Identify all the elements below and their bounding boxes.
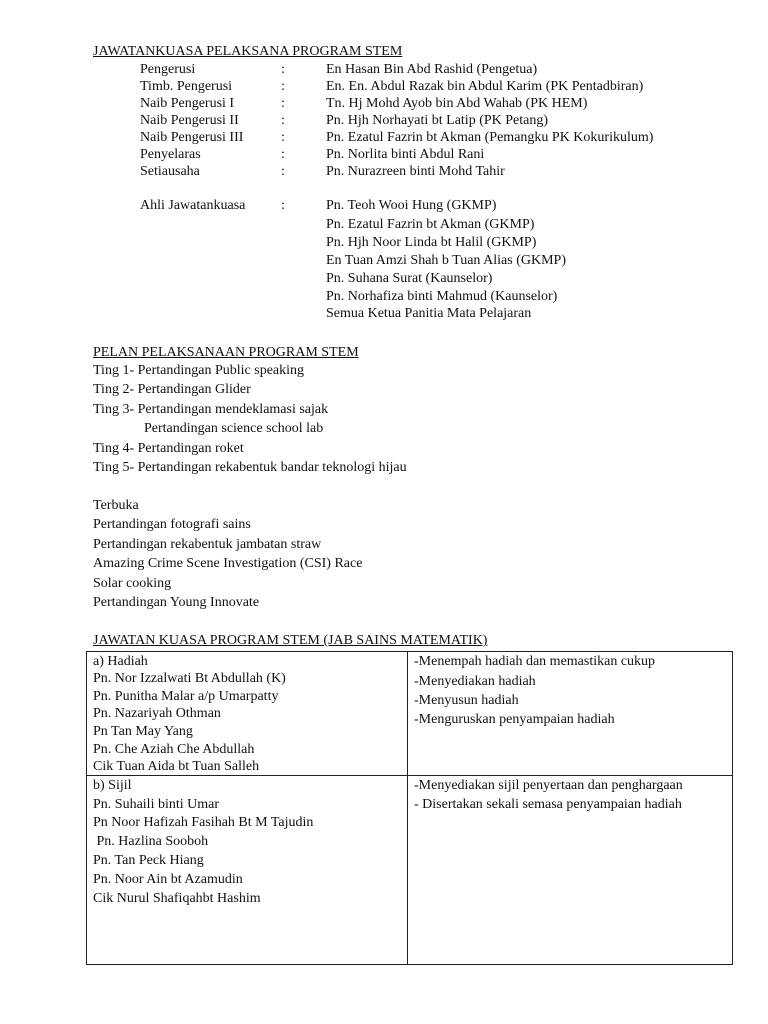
cell-line: -Menempah hadiah dan memastikan cukup: [414, 654, 656, 669]
plan-item: Ting 5- Pertandingan rekabentuk bandar teknologi hijau: [93, 459, 407, 475]
committee-table: [86, 651, 733, 965]
committee-name: Pn. Norlita binti Abdul Rani: [326, 147, 485, 162]
ahli-colon: :: [281, 198, 285, 213]
committee-colon: :: [281, 130, 285, 145]
ahli-member: Pn. Teoh Wooi Hung (GKMP): [326, 198, 497, 213]
table-cell-tasks: [408, 652, 733, 776]
cell-line: Pn Tan May Yang: [93, 724, 193, 739]
cell-line: Pn. Nor Izzalwati Bt Abdullah (K): [93, 671, 286, 686]
cell-line: Pn. Nazariyah Othman: [93, 706, 221, 721]
committee-name: Pn. Ezatul Fazrin bt Akman (Pemangku PK Kokurikulum): [326, 130, 654, 145]
committee-name: Pn. Hjh Norhayati bt Latip (PK Petang): [326, 113, 549, 128]
table-cell-members: [87, 652, 408, 776]
plan-item: Ting 1- Pertandingan Public speaking: [93, 363, 305, 378]
cell-line: Pn Noor Hafizah Fasihah Bt M Tajudin: [93, 815, 314, 830]
committee-role: Naib Pengerusi III: [140, 130, 244, 145]
cell-line: a) Hadiah: [93, 654, 148, 669]
cell-line: -Menyediakan hadiah: [414, 674, 536, 689]
cell-line: b) Sijil: [93, 778, 132, 793]
committee-colon: :: [281, 113, 285, 128]
committee-colon: :: [281, 147, 285, 162]
committee-role: Penyelaras: [140, 147, 201, 162]
ahli-member: Semua Ketua Panitia Mata Pelajaran: [326, 306, 532, 321]
plan-item: Ting 2- Pertandingan Glider: [93, 382, 251, 398]
cell-line: Pn. Hazlina Sooboh: [93, 834, 209, 849]
table-row: [87, 652, 733, 776]
plan-heading: PELAN PELAKSANAAN PROGRAM STEM: [93, 345, 359, 360]
open-item: Pertandingan rekabentuk jambatan straw: [93, 536, 322, 552]
plan-item: Ting 3- Pertandingan mendeklamasi sajak: [93, 401, 329, 417]
cell-line: Pn. Suhaili binti Umar: [93, 797, 219, 812]
cell-line: - Disertakan sekali semasa penyampaian hadiah: [414, 797, 682, 812]
committee-colon: :: [281, 96, 285, 111]
open-item: Pertandingan Young Innovate: [93, 594, 260, 610]
ahli-member: Pn. Ezatul Fazrin bt Akman (GKMP): [326, 217, 535, 232]
committee-name: Pn. Nurazreen binti Mohd Tahir: [326, 164, 505, 179]
cell-line: Cik Tuan Aida bt Tuan Salleh: [93, 759, 260, 774]
committee-colon: :: [281, 62, 285, 77]
committee-heading: JAWATANKUASA PELAKSANA PROGRAM STEM: [93, 44, 403, 59]
ahli-member: Pn. Suhana Surat (Kaunselor): [326, 271, 493, 286]
table-cell-tasks: [408, 776, 733, 965]
plan-list: [93, 361, 407, 477]
committee-name: En. En. Abdul Razak bin Abdul Karim (PK Pentadbiran): [326, 79, 644, 94]
committee-colon: :: [281, 164, 285, 179]
cell-line: Pn. Tan Peck Hiang: [93, 853, 204, 868]
committee-role: Timb. Pengerusi: [140, 79, 233, 94]
table-cell-members: [87, 776, 408, 965]
cell-line: Cik Nurul Shafiqahbt Hashim: [93, 891, 261, 906]
committee-colon: :: [281, 79, 285, 94]
ahli-member: Pn. Norhafiza binti Mahmud (Kaunselor): [326, 289, 558, 304]
open-item: Pertandingan fotografi sains: [93, 517, 251, 533]
open-item: Amazing Crime Scene Investigation (CSI) Race: [93, 556, 363, 572]
plan-item: Ting 4- Pertandingan roket: [93, 440, 244, 456]
plan-item: Pertandingan science school lab: [144, 421, 324, 437]
committee-role: Naib Pengerusi I: [140, 96, 235, 111]
ahli-member: En Tuan Amzi Shah b Tuan Alias (GKMP): [326, 253, 566, 268]
table-row: [87, 776, 733, 965]
table-heading: JAWATAN KUASA PROGRAM STEM (JAB SAINS MATEMATIK): [93, 633, 488, 648]
cell-line: Pn. Punitha Malar a/p Umarpatty: [93, 689, 279, 704]
cell-line: Pn. Che Aziah Che Abdullah: [93, 742, 255, 757]
cell-line: -Menguruskan penyampaian hadiah: [414, 712, 615, 727]
cell-line: Pn. Noor Ain bt Azamudin: [93, 872, 243, 887]
open-item: Terbuka: [93, 498, 139, 513]
open-item: Solar cooking: [93, 575, 172, 591]
ahli-member: Pn. Hjh Noor Linda bt Halil (GKMP): [326, 235, 537, 250]
committee-role: Setiausaha: [140, 164, 200, 179]
ahli-label: Ahli Jawatankuasa: [140, 198, 246, 213]
cell-line: -Menyediakan sijil penyertaan dan penghargaan: [414, 778, 683, 793]
cell-line: -Menyusun hadiah: [414, 693, 519, 708]
committee-role: Naib Pengerusi II: [140, 113, 239, 128]
committee-name: Tn. Hj Mohd Ayob bin Abd Wahab (PK HEM): [326, 96, 588, 111]
open-competition-list: [93, 496, 362, 612]
committee-role: Pengerusi: [140, 62, 196, 77]
committee-name: En Hasan Bin Abd Rashid (Pengetua): [326, 62, 538, 77]
